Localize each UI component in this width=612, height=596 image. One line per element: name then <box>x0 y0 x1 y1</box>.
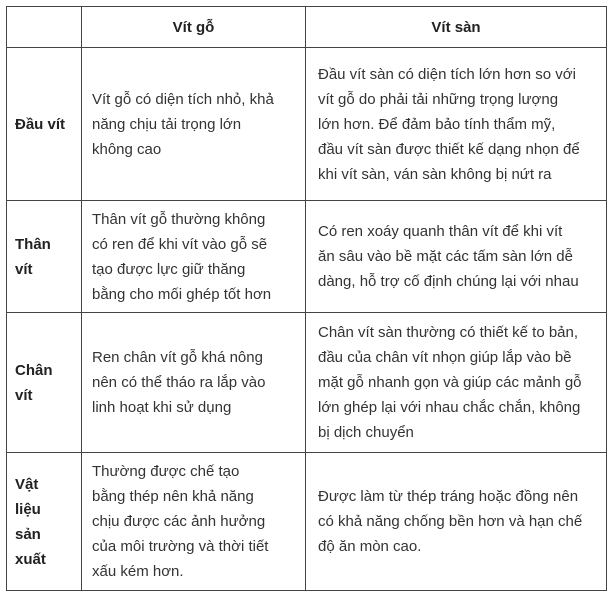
cell-line: Có ren xoáy quanh thân vít để khi vít <box>318 223 563 240</box>
cell-line: ăn sâu vào bề mặt các tấm sàn lớn dễ <box>318 248 573 265</box>
cell-line: lớn hơn. Để đảm bảo tính thẩm mỹ, <box>318 115 556 133</box>
table-row <box>7 453 607 591</box>
table-row <box>7 201 607 313</box>
cell-line: có ren để khi vít vào gỗ sẽ <box>92 235 268 253</box>
cell-line: độ ăn mòn cao. <box>318 538 422 555</box>
row-label-line: vít <box>15 386 33 404</box>
cell-line: Đầu vít sàn có diện tích lớn hơn so với <box>318 65 576 83</box>
cell-line: không cao <box>92 140 162 158</box>
cell-line: tạo được lực giữ thăng <box>92 260 246 278</box>
cell-vit-go <box>82 453 306 591</box>
row-label-than-vit <box>7 201 82 313</box>
row-label-line: Vật <box>15 475 39 493</box>
row-label-line: Thân <box>15 235 51 253</box>
cell-line: khi vít sàn, ván sàn không bị nứt ra <box>318 165 552 183</box>
cell-vit-go <box>82 201 306 313</box>
cell-line: đầu vít sàn được thiết kế dạng nhọn để <box>318 140 580 158</box>
cell-line: Chân vít sàn thường có thiết kế to bản, <box>318 324 579 341</box>
row-label-line: liệu <box>15 500 41 518</box>
header-vit-san: Vít sàn <box>306 7 607 48</box>
table-row <box>7 48 607 201</box>
row-label-line: sản <box>15 525 41 543</box>
header-vit-go: Vít gỗ <box>82 7 306 48</box>
row-label-vat-lieu <box>7 453 82 591</box>
row-label-chan-vit <box>7 313 82 453</box>
cell-vit-go <box>82 48 306 201</box>
cell-line: nên có thể tháo ra lắp vào <box>92 374 266 391</box>
cell-vit-san <box>306 453 607 591</box>
cell-line: Thân vít gỗ thường không <box>92 210 266 228</box>
cell-line: đầu của chân vít nhọn giúp lắp vào bề <box>318 349 572 366</box>
row-label-line: Chân <box>15 361 53 379</box>
row-label-line: xuất <box>15 550 46 568</box>
cell-line: xấu kém hơn. <box>92 563 184 580</box>
cell-line: có khả năng chống bền hơn và hạn chế <box>318 513 583 530</box>
cell-vit-san <box>306 201 607 313</box>
cell-line: dàng, hỗ trợ cố định chúng lại với nhau <box>318 273 579 290</box>
comparison-table <box>6 6 607 591</box>
header-corner-cell <box>7 7 82 48</box>
cell-line: của môi trường và thời tiết <box>92 538 269 555</box>
cell-vit-san <box>306 313 607 453</box>
row-label-dau-vit <box>7 48 82 201</box>
cell-vit-go <box>82 313 306 453</box>
cell-line: lớn ghép lại với nhau chắc chắn, không <box>318 399 581 416</box>
cell-line: bị dịch chuyển <box>318 424 414 441</box>
cell-vit-san <box>306 48 607 201</box>
header-row <box>7 7 607 48</box>
cell-line: bằng cho mối ghép tốt hơn <box>92 285 272 303</box>
cell-line: linh hoạt khi sử dụng <box>92 399 232 416</box>
cell-line: chịu được các ảnh hưởng <box>92 513 266 530</box>
cell-line: Thường được chế tạo <box>92 463 240 480</box>
cell-line: Ren chân vít gỗ khá nông <box>92 349 263 366</box>
row-label-line: vít <box>15 260 33 278</box>
cell-line: vít gỗ do phải tải những trọng lượng <box>318 90 559 108</box>
cell-line: Vít gỗ có diện tích nhỏ, khả <box>92 90 274 108</box>
table-row <box>7 313 607 453</box>
cell-line: năng chịu tải trọng lớn <box>92 115 242 133</box>
cell-line: bằng thép nên khả năng <box>92 488 254 505</box>
cell-line: Được làm từ thép tráng hoặc đồng nên <box>318 488 579 505</box>
row-label-line: Đầu vít <box>15 115 66 133</box>
cell-line: mặt gỗ nhanh gọn và giúp các mảnh gỗ <box>318 374 582 391</box>
